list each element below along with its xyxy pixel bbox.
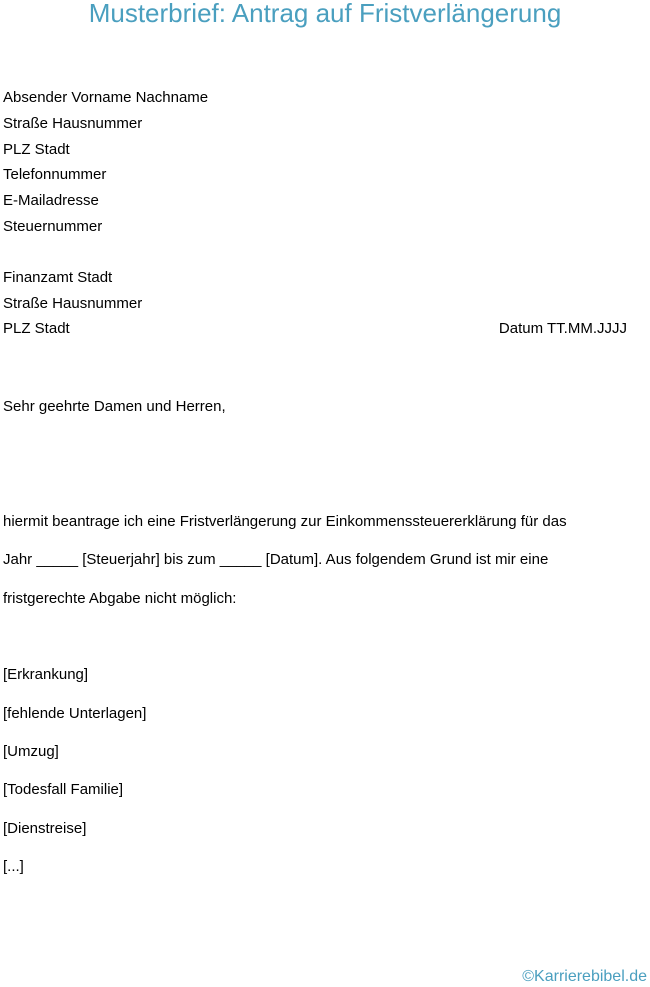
sender-tax-number: Steuernummer [3, 218, 103, 235]
recipient-street: Straße Hausnummer [3, 295, 143, 312]
body-line: hiermit beantrage ich eine Fristverlängerung zur Einkommenssteuererklärung für das [3, 513, 567, 530]
recipient-city: PLZ Stadt [3, 320, 70, 337]
sender-street: Straße Hausnummer [3, 115, 143, 132]
sender-phone: Telefonnummer [3, 166, 107, 183]
reason-item: [Dienstreise] [3, 820, 87, 837]
recipient-name: Finanzamt Stadt [3, 269, 113, 286]
reason-item: [fehlende Unterlagen] [3, 705, 147, 722]
body-line: fristgerechte Abgabe nicht möglich: [3, 590, 237, 607]
copyright-footer: ©Karrierebibel.de [522, 968, 647, 985]
reason-item: [Erkrankung] [3, 666, 89, 683]
salutation: Sehr geehrte Damen und Herren, [3, 398, 226, 415]
reason-item: [Todesfall Familie] [3, 781, 124, 798]
letter-date: Datum TT.MM.JJJJ [498, 320, 627, 337]
reason-item: [Umzug] [3, 743, 59, 760]
body-line: Jahr _____ [Steuerjahr] bis zum _____ [Datum]. Aus folgendem Grund ist mir eine [3, 551, 549, 568]
reason-item: [...] [3, 858, 24, 875]
sender-name: Absender Vorname Nachname [3, 89, 209, 106]
sender-city: PLZ Stadt [3, 141, 70, 158]
sender-email: E-Mailadresse [3, 192, 99, 209]
document-title: Musterbrief: Antrag auf Fristverlängerung [88, 0, 562, 28]
